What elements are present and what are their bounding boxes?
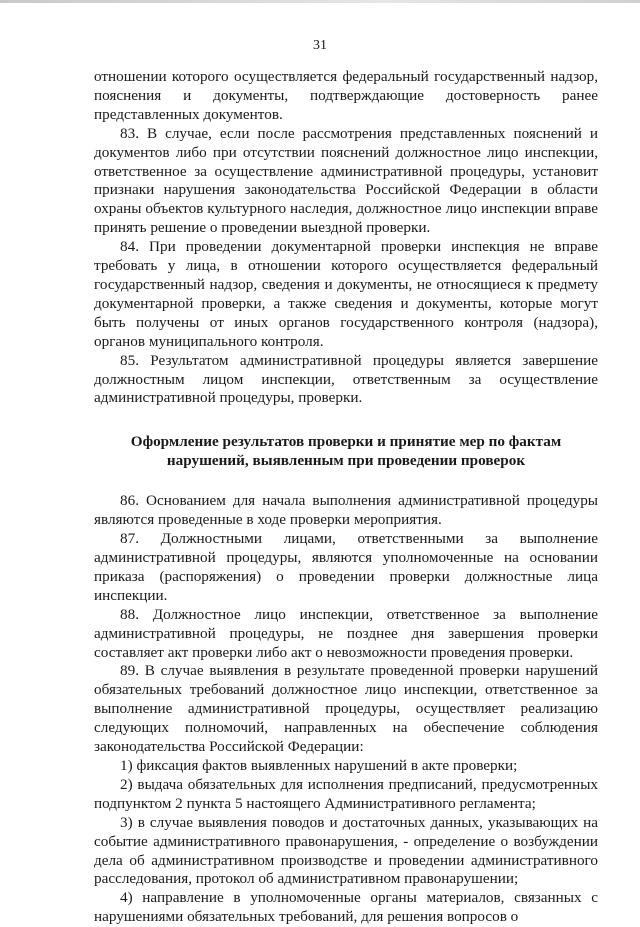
page-number: 31 xyxy=(313,38,327,53)
page-top-edge xyxy=(0,0,640,3)
list-item-4: 4) направление в уполномоченные органы материалов, связанных с нарушениями обязательных требований, для решения вопросов о xyxy=(94,889,598,926)
paragraph-87: 87. Должностными лицами, ответственными за выполнение административной процедуры, являются уполномоченные на основании приказа (распоряжения) о проведении проверки должностные лица инспекции. xyxy=(94,530,598,604)
list-item-3: 3) в случае выявления поводов и достаточных данных, указывающих на событие административного правонарушения, - определение о возбуждении дела об административном производстве и проведении административного расследования, протокол об административном правонарушении; xyxy=(94,813,598,888)
list-item-1: 1) фиксация фактов выявленных нарушений в акте проверки; xyxy=(120,757,518,774)
paragraph-continuation: отношении которого осуществляется федеральный государственный надзор, пояснения и документы, подтверждающие достоверность ранее представленных документов. xyxy=(94,68,598,123)
paragraph-86: 86. Основанием для начала выполнения административной процедуры являются проведенные в ходе проверки мероприятия. xyxy=(94,492,598,529)
section-heading xyxy=(94,432,598,470)
section-heading-line-1: Оформление результатов проверки и принятие мер по фактам xyxy=(130,433,562,451)
paragraph-89: 89. В случае выявления в результате проведенной проверки нарушений обязательных требований должностное лицо инспекции, ответственное за выполнение административной процедуры, осуществляет реализацию следующих полномочий, направленных на обеспечение соблюдения законодательства Российской Федерации: xyxy=(94,662,598,756)
document-body xyxy=(94,68,598,927)
paragraph-84: 84. При проведении документарной проверки инспекция не вправе требовать у лица, в отношении которого осуществляется федеральный государственный надзор, сведения и документы, не относящиеся к предмету документарной проверки, а также сведения и документы, которые могут быть получены от иных органов государственного контроля (надзора), органов муниципального контроля. xyxy=(94,238,598,350)
paragraph-83: 83. В случае, если после рассмотрения представленных пояснений и документов либо при отсутствии пояснений должностное лицо инспекции, ответственное за осуществление административной процедуры, установит признаки нарушения законодательства Российской Федерации в области охраны объектов культурного наследия, должностное лицо инспекции вправе принять решение о проведении выездной проверки. xyxy=(94,124,598,237)
list-item-2: 2) выдача обязательных для исполнения предписаний, предусмотренных подпунктом 2 пункта 5 настоящего Административного регламента; xyxy=(94,775,598,812)
paragraph-88: 88. Должностное лицо инспекции, ответственное за выполнение административной процедуры, не позднее дня завершения проверки составляет акт проверки либо акт о невозможности проведения проверки. xyxy=(94,605,598,661)
paragraph-85: 85. Результатом административной процедуры является завершение должностным лицом инспекции, ответственным за осуществление административной процедуры, проверки. xyxy=(94,351,598,407)
section-heading-line-2: нарушений, выявленным при проведении проверок xyxy=(166,452,526,470)
